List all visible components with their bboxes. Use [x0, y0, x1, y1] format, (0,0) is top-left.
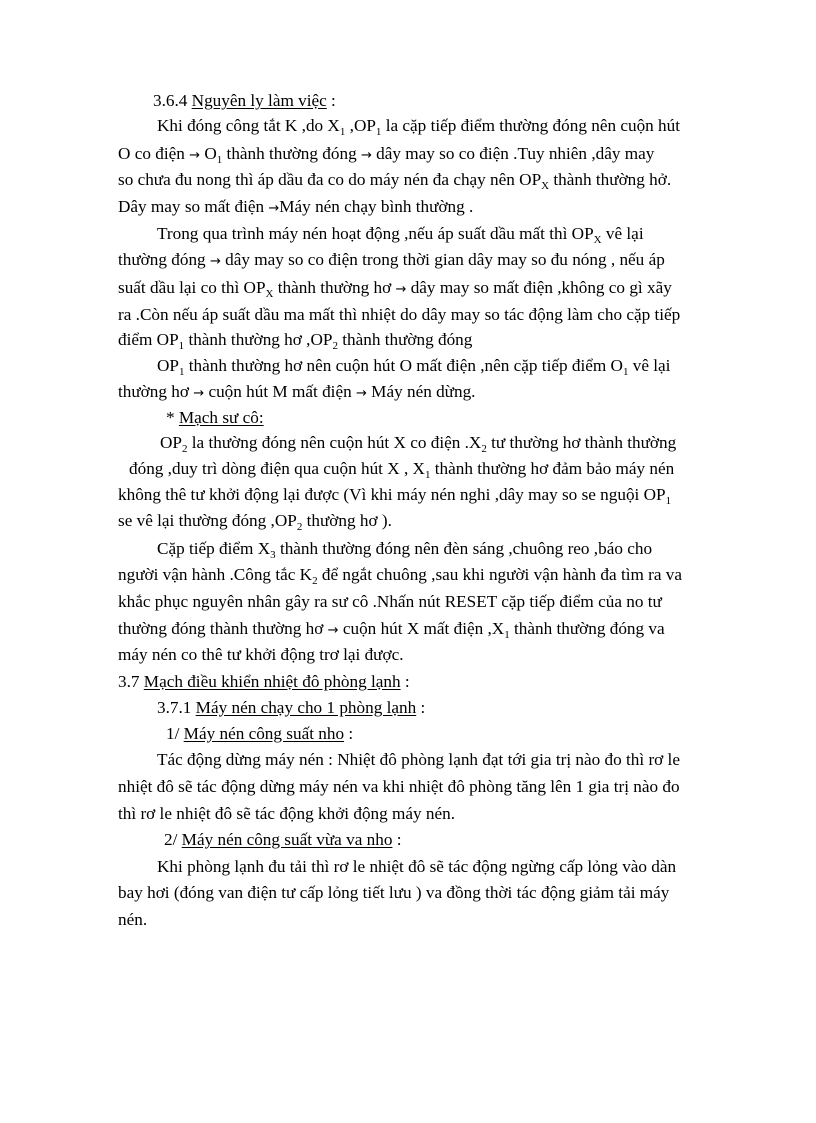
- arrow-symbol: →: [360, 148, 372, 163]
- text-run: 1/: [166, 724, 184, 743]
- text-run: la thường đóng nên cuộn hút X co điện .X: [187, 433, 482, 452]
- text-run: 3.7.1: [157, 698, 196, 717]
- text-run: :: [400, 672, 410, 691]
- text-run: :: [392, 830, 402, 849]
- text-run: suất dầu lại co thì OP: [118, 278, 266, 297]
- text-line: [157, 116, 680, 136]
- underlined-heading-text: Máy nén chạy cho 1 phòng lạnh: [195, 698, 417, 717]
- text-run: dây may so co điện trong thời gian dây may so đu nóng , nếu áp: [220, 250, 665, 269]
- subscript: 2: [181, 443, 188, 455]
- subscript: 1: [375, 126, 382, 138]
- text-line: [118, 672, 410, 692]
- text-line: [160, 433, 676, 453]
- text-run: thành thường đóng nên đèn sáng ,chuông reo ,báo cho: [275, 539, 653, 558]
- text-run: thường đóng thành thường hơ: [118, 619, 328, 638]
- underlined-heading-text: Máy nén công suất nho: [183, 724, 345, 743]
- text-line: [157, 857, 676, 877]
- text-run: vê lại: [601, 224, 644, 243]
- text-line: [118, 144, 654, 166]
- text-run: thường hơ: [118, 382, 194, 401]
- subscript: X: [265, 288, 274, 300]
- text-run: bay hơi (đóng van điện tư cấp lỏng tiết lưu ) va đồng thời tác động giảm tải máy: [118, 883, 670, 902]
- subscript: 2: [332, 340, 338, 352]
- text-run: nén.: [118, 910, 148, 929]
- text-run: ra .Còn nếu áp suất dầu ma mất thì nhiệt do dây may so tác động làm cho cặp tiếp: [118, 305, 681, 324]
- text-line: [157, 539, 652, 559]
- text-run: điểm OP: [118, 330, 179, 349]
- text-run: Cặp tiếp điểm X: [157, 539, 271, 558]
- text-run: cuộn hút X mất điện ,X: [338, 619, 505, 638]
- text-run: :: [344, 724, 354, 743]
- text-line: [157, 698, 425, 718]
- arrow-symbol: →: [355, 386, 367, 401]
- text-run: se vê lại thường đóng ,OP: [118, 511, 297, 530]
- arrow-symbol: →: [209, 254, 221, 269]
- text-line: [157, 356, 670, 376]
- text-run: dây may so mất điện ,không co gì xãy: [406, 278, 672, 297]
- text-run: :: [416, 698, 426, 717]
- text-line: [164, 830, 402, 850]
- text-line: [118, 883, 669, 903]
- text-line: [118, 170, 671, 190]
- text-run: 3.7: [118, 672, 144, 691]
- text-run: la cặp tiếp điểm thường đóng nên cuộn hút: [381, 116, 681, 135]
- text-run: OP: [160, 433, 182, 452]
- text-line: [118, 511, 392, 531]
- text-run: :: [326, 91, 336, 110]
- subscript: 1: [216, 154, 223, 166]
- text-run: vê lại: [628, 356, 671, 375]
- subscript: 2: [312, 575, 318, 587]
- text-run: thường hơ ).: [302, 511, 392, 530]
- subscript: 2: [296, 521, 303, 533]
- text-line: [118, 382, 475, 404]
- text-line: [118, 250, 665, 272]
- underlined-heading-text: Mạch điều khiển nhiệt đô phòng lạnh: [143, 672, 401, 691]
- text-run: thành thường đóng: [222, 144, 361, 163]
- underlined-heading-text: Mạch sư cô:: [178, 408, 264, 427]
- text-run: không thê tư khởi động lại được (Vì khi máy nén nghi ,dây may so se nguội OP: [118, 485, 666, 504]
- text-run: Khi phòng lạnh đu tải thì rơ le nhiệt đô sẽ tác động ngừng cấp lỏng vào dàn: [157, 857, 677, 876]
- text-line: [118, 777, 680, 797]
- text-line: [118, 197, 473, 219]
- text-run: thành thường hơ đảm bảo máy nén: [430, 459, 675, 478]
- text-line: [118, 485, 671, 505]
- subscript: 1: [504, 629, 510, 641]
- text-run: Tác động dừng máy nén : Nhiệt đô phòng lạnh đạt tới gia trị nào đo thì rơ le: [157, 750, 680, 769]
- text-line: [118, 619, 665, 641]
- text-line: [118, 804, 455, 824]
- text-line: [118, 305, 680, 325]
- text-run: nhiệt đô sẽ tác động dừng máy nén va khi nhiệt đô phòng tăng lên 1 gia trị nào đo: [118, 777, 680, 796]
- text-run: Khi đóng công tắt K ,do X: [157, 116, 340, 135]
- subscript: 1: [178, 366, 185, 378]
- text-line: [166, 724, 353, 744]
- text-run: thành thường hơ nên cuộn hút O mất điện ,nên cặp tiếp điểm O: [184, 356, 623, 375]
- text-run: Dây may so mất điện: [118, 197, 269, 216]
- subscript: 1: [178, 340, 185, 352]
- text-run: thường đóng: [118, 250, 210, 269]
- text-run: ,OP: [345, 116, 376, 135]
- text-run: Máy nén chạy bình thường .: [279, 197, 474, 216]
- text-run: thành thường hơ ,OP: [184, 330, 333, 349]
- text-run: 2/: [164, 830, 182, 849]
- text-run: Máy nén dừng.: [366, 382, 476, 401]
- text-run: để ngắt chuông ,sau khi người vận hành đa tìm ra va: [317, 565, 683, 584]
- arrow-symbol: →: [268, 201, 280, 216]
- text-run: người vận hành .Công tắc K: [118, 565, 313, 584]
- underlined-heading-text: Nguyên ly làm việc: [191, 91, 327, 110]
- text-run: dây may so co điện .Tuy nhiên ,dây may: [371, 144, 655, 163]
- text-line: [166, 408, 264, 428]
- text-run: thành thường hơ: [273, 278, 396, 297]
- text-line: [157, 224, 644, 244]
- text-run: thành thường đóng va: [509, 619, 665, 638]
- subscript: 1: [665, 495, 672, 507]
- arrow-symbol: →: [193, 386, 205, 401]
- text-line: [153, 91, 336, 111]
- text-run: 3.6.4: [153, 91, 192, 110]
- text-run: thì rơ le nhiệt đô sẽ tác động khởi động máy nén.: [118, 804, 456, 823]
- text-line: [118, 565, 682, 585]
- text-run: máy nén co thê tư khởi động trơ lại được.: [118, 645, 404, 664]
- subscript: 2: [481, 443, 487, 455]
- text-line: [118, 910, 147, 930]
- text-run: O: [200, 144, 217, 163]
- text-line: [118, 645, 404, 665]
- text-run: Trong qua trình máy nén hoạt động ,nếu áp suất dầu mất thì OP: [157, 224, 594, 243]
- underlined-heading-text: Máy nén công suất vừa va nho: [181, 830, 393, 849]
- text-line: [118, 330, 472, 350]
- text-line: [118, 278, 672, 300]
- text-run: thành thường hở.: [549, 170, 672, 189]
- subscript: X: [541, 180, 550, 192]
- text-run: khắc phục nguyên nhân gây ra sư cô .Nhấn nút RESET cặp tiếp điểm của no tư: [118, 592, 662, 611]
- text-run: thành thường đóng: [337, 330, 473, 349]
- text-run: O co điện: [118, 144, 190, 163]
- text-line: [157, 750, 680, 770]
- text-run: *: [166, 408, 179, 427]
- subscript: 1: [622, 366, 629, 378]
- arrow-symbol: →: [189, 148, 201, 163]
- arrow-symbol: →: [395, 282, 407, 297]
- arrow-symbol: →: [327, 623, 339, 638]
- subscript: X: [593, 234, 602, 246]
- text-run: so chưa đu nong thì áp dầu đa co do máy nén đa chạy nên OP: [118, 170, 542, 189]
- text-run: cuộn hút M mất điện: [204, 382, 356, 401]
- text-line: [118, 592, 662, 612]
- text-line: [129, 459, 674, 479]
- text-run: OP: [157, 356, 179, 375]
- text-run: tư thường hơ thành thường: [486, 433, 677, 452]
- text-run: đóng ,duy trì dòng điện qua cuộn hút X , X: [129, 459, 425, 478]
- subscript: 1: [424, 469, 431, 481]
- subscript: 1: [339, 126, 346, 138]
- subscript: 3: [270, 549, 276, 561]
